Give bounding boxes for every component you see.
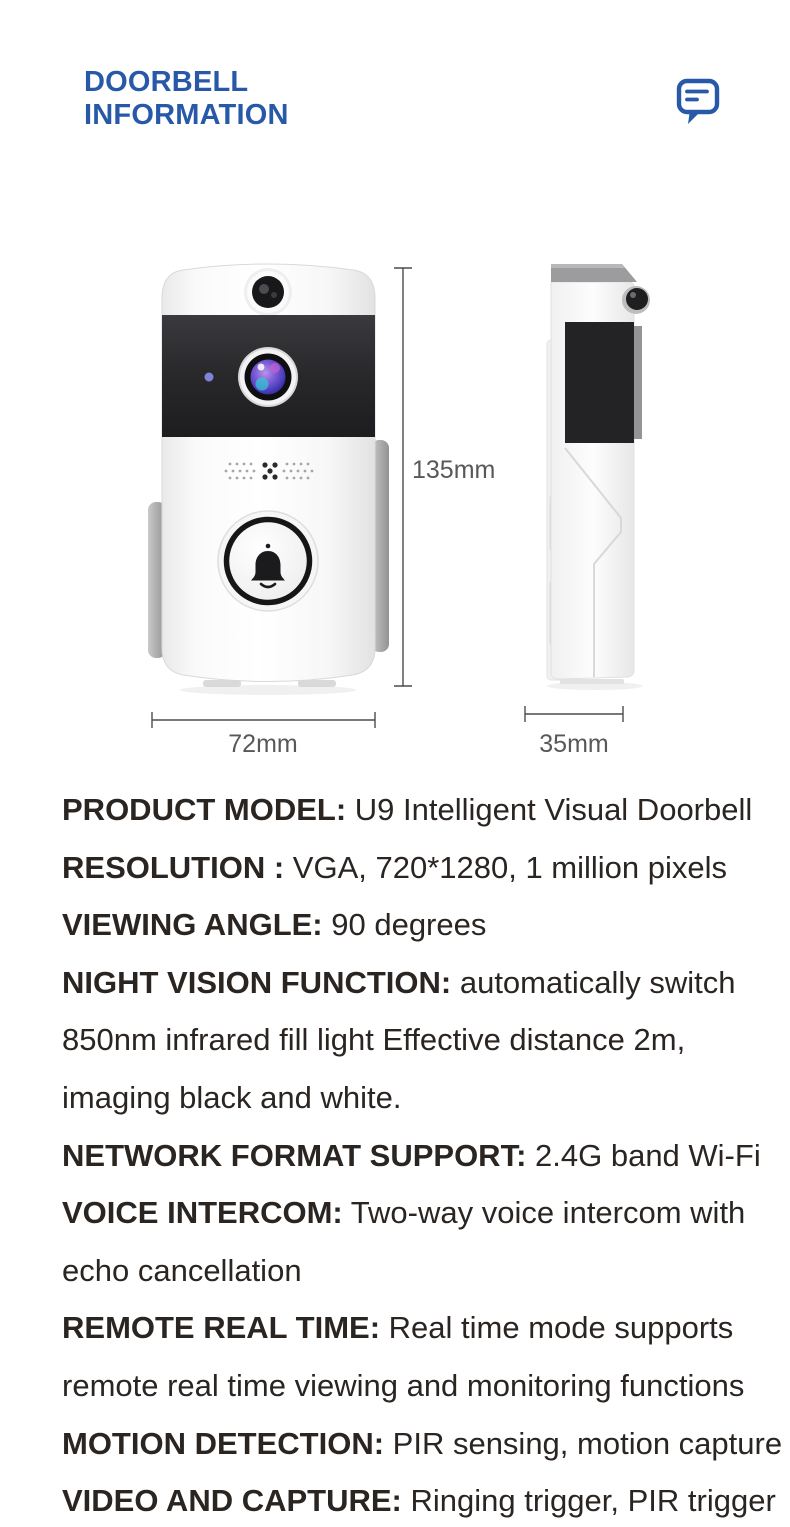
page-title-line1: DOORBELL (84, 66, 249, 98)
page-title-line2: INFORMATION (84, 99, 289, 131)
spec-value: automatically switch 850nm infrared fill light Effective distance 2m, imaging black and white. (62, 964, 736, 1115)
spec-label: MOTION DETECTION: (62, 1425, 385, 1461)
spec-row-product-model (62, 781, 790, 839)
front-foot-right (298, 680, 336, 687)
spec-label: NETWORK FORMAT SUPPORT: (62, 1137, 527, 1173)
spec-label: PRODUCT MODEL: (62, 792, 347, 827)
spec-label: NIGHT VISION FUNCTION: (62, 964, 452, 1000)
page-title (84, 66, 289, 132)
spec-value: Two-way voice intercom with echo cancellation (62, 1195, 746, 1288)
front-foot-left (203, 680, 241, 687)
spec-value: Ringing trigger, PIR trigger (401, 1483, 776, 1519)
spec-row-video-capture (62, 1472, 790, 1527)
spec-value: 2.4G band Wi-Fi (526, 1137, 761, 1173)
spec-row-resolution (62, 839, 790, 897)
side-foot (560, 679, 624, 684)
depth-dimension-line (525, 706, 623, 722)
spec-value: VGA, 720*1280, 1 million pixels (284, 849, 728, 885)
side-camera-panel (565, 322, 634, 443)
camera-lens (238, 347, 298, 407)
width-dimension-label: 72mm (228, 730, 298, 758)
spec-row-voice-intercom (62, 1184, 790, 1299)
spec-label: RESOLUTION : (62, 849, 285, 885)
product-diagram (0, 252, 790, 764)
side-panel-edge (634, 326, 642, 439)
width-dimension-line (152, 712, 375, 728)
height-dimension-label: 135mm (412, 456, 496, 484)
doorbell-front-view (148, 264, 389, 695)
spec-list (62, 781, 790, 1527)
spec-label: VIEWING ANGLE: (62, 907, 323, 943)
depth-dimension-label: 35mm (539, 730, 609, 758)
spec-row-network-format (62, 1127, 790, 1185)
side-lens (622, 286, 650, 314)
led-indicator (205, 373, 214, 382)
doorbell-button[interactable] (218, 511, 318, 611)
spec-row-motion-detection (62, 1415, 790, 1473)
chat-bubble-icon[interactable] (676, 78, 722, 126)
spec-value: U9 Intelligent Visual Doorbell (346, 792, 753, 827)
spec-row-night-vision (62, 954, 790, 1127)
spec-label: REMOTE REAL TIME: (62, 1310, 381, 1346)
height-dimension-line (394, 268, 412, 686)
spec-value: Real time mode supports remote real time viewing and monitoring functions (62, 1310, 745, 1403)
pir-sensor (244, 268, 292, 316)
spec-label: VIDEO AND CAPTURE: (62, 1483, 402, 1519)
side-top-cap-highlight (551, 264, 625, 268)
spec-row-remote-real-time (62, 1299, 790, 1414)
doorbell-side-view (547, 264, 650, 690)
spec-row-viewing-angle (62, 896, 790, 954)
spec-value: 90 degrees (322, 907, 487, 943)
spec-value: PIR sensing, motion capture (384, 1425, 783, 1461)
spec-label: VOICE INTERCOM: (62, 1195, 343, 1231)
